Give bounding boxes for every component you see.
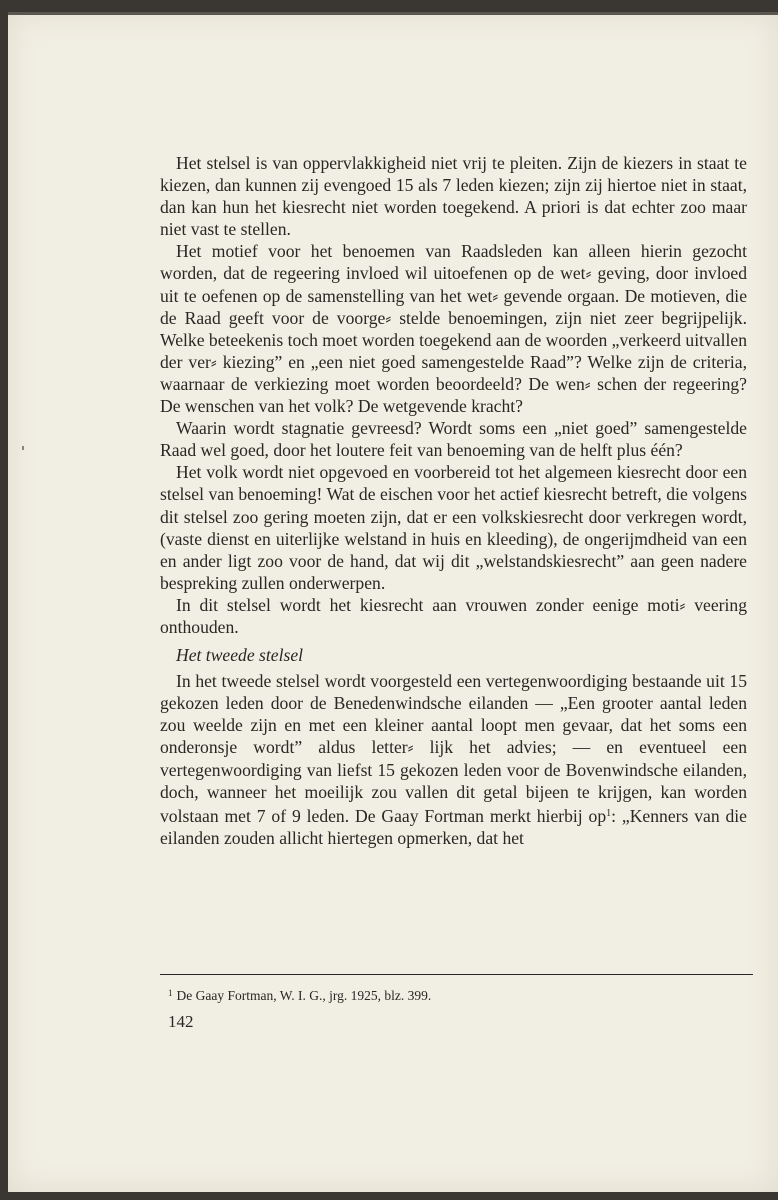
- paragraph-3: Waarin wordt stagnatie gevreesd? Wordt soms een „niet goed” samengestelde Raad wel goed, door het loutere feit van benoeming van de helft plus één?: [160, 418, 747, 461]
- paragraph-5: In dit stelsel wordt het kiesrecht aan vrouwen zonder eenige moti⸗ veering onthouden.: [160, 594, 747, 637]
- paragraph-6: [160, 670, 747, 849]
- book-page: [8, 12, 778, 1192]
- footnote-reference: 1: [606, 807, 612, 819]
- footnote-text: De Gaay Fortman, W. I. G., jrg. 1925, blz. 399.: [176, 988, 432, 1003]
- paragraph-1: Het stelsel is van oppervlakkigheid niet vrij te pleiten. Zijn de kiezers in staat te kiezen, dan kunnen zij evengoed 15 als 7 leden kiezen; zijn zij hiertoe niet in staat, dan kan hun het kiesrecht niet worden toegekend. A priori is dat echter zoo maar niet vast te stellen.: [160, 153, 747, 240]
- footnote: [168, 984, 748, 1005]
- paragraph-6-continuation: : „Kenners van die eilanden zouden allicht hiertegen opmerken, dat het: [160, 805, 747, 848]
- footnote-divider: [160, 974, 753, 975]
- page-top-edge: [8, 12, 778, 15]
- margin-mark: [22, 446, 24, 450]
- paragraph-2: Het motief voor het benoemen van Raadsleden kan alleen hierin gezocht worden, dat de regeering invloed wil uitoefenen op de wet⸗ geving, door invloed uit te oefenen op de samenstelling van het wet⸗ gevende orgaan. De motieven, die de Raad geeft voor de voorge⸗ stelde benoemingen, zijn niet zeer begrijpelijk. Welke beteekenis toch moet worden toegekend aan de woorden „verkeerd uitvallen der ver⸗ kiezing” en „een niet goed samengestelde Raad”? Welke zijn de criteria, waarnaar de verkiezing moet worden beoordeeld? De wen⸗ schen der regeering? De wenschen van het volk? De wetgevende kracht?: [160, 241, 747, 417]
- paragraph-6-text: In het tweede stelsel wordt voorgesteld een vertegenwoordiging bestaande uit 15 gekozen leden door de Benedenwindsche eilanden — „Een grooter aantal leden zou weelde zijn en met een kleiner aantal loopt men gevaar, dat het soms een onderonsje wordt” aldus letter⸗ lijk het advies; — en eventueel een vertegenwoordiging van liefst 15 gekozen leden voor de Bovenwindsche eilanden, doch, wanneer het moeilijk zou vallen dit getal bijeen te krijgen, kan worden volstaan met 7 of 9 leden. De Gaay Fortman merkt hierbij op: [160, 671, 747, 826]
- paragraph-4: Het volk wordt niet opgevoed en voorbereid tot het algemeen kiesrecht door een stelsel van benoeming! Wat de eischen voor het actief kiesrecht betreft, die volgens dit stelsel zoo gering moeten zijn, dat er een volkskiesrecht door verkregen wordt, (vaste dienst en uiterlijke welstand in huis en kleeding), de ongerijmdheid van een en ander ligt zoo voor de hand, dat wij dit „welstandskiesrecht” aan geen nadere bespreking zullen onderwerpen.: [160, 462, 747, 593]
- section-heading: Het tweede stelsel: [176, 645, 304, 666]
- page-number: 142: [168, 1012, 194, 1031]
- footnote-marker: 1: [168, 988, 173, 998]
- body-text: [160, 152, 747, 849]
